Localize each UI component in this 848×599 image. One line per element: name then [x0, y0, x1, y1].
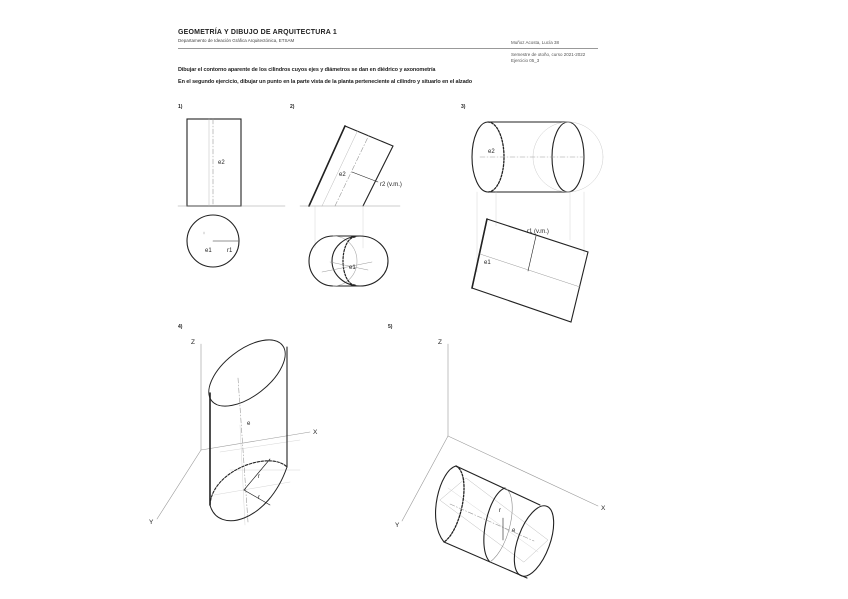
ex4-axis-y-label: Y	[149, 519, 154, 526]
exercise-1	[178, 104, 285, 267]
ex2-construction-line	[322, 130, 358, 206]
exercise-3-number: 3)	[461, 104, 466, 110]
ex2-plan-hidden-arc	[343, 237, 355, 285]
ex2-radius-line	[352, 172, 378, 182]
ex5-construction-plane	[440, 478, 548, 562]
ex5-top-contour	[456, 466, 540, 505]
exercise-5	[388, 324, 606, 581]
ex4-radius-top	[244, 459, 270, 490]
ex2-elevation-outline	[309, 126, 393, 206]
ex4-axis-x-label: X	[313, 429, 318, 436]
ex4-label-r-bottom: r	[258, 495, 260, 501]
ex2-plan-left-ellipse-hidden	[333, 236, 357, 286]
ex5-y-axis	[402, 436, 448, 521]
exercise-4	[149, 324, 318, 526]
ex2-axis-e2	[335, 135, 369, 206]
ex4-bottom-ellipse-hidden	[210, 461, 287, 505]
ex2-contour-left	[309, 126, 345, 206]
ex5-middle-ellipse-visible	[484, 488, 505, 562]
ex5-axis-e	[450, 504, 534, 541]
ex5-label-e: e	[512, 528, 516, 534]
ex5-axis-x-label: X	[601, 505, 606, 512]
ex4-label-e: e	[247, 421, 251, 427]
ex1-elevation-outline	[187, 119, 241, 206]
ex5-axis-z-label: Z	[438, 339, 442, 346]
ex2-plan-right-ellipse	[332, 236, 388, 286]
ex2-plan-left-arc	[309, 236, 333, 286]
exercise-id: Ejercicio 05_3	[511, 58, 540, 63]
ex3-label-e2: e2	[488, 149, 495, 155]
ex4-radius-bottom	[244, 490, 270, 505]
instruction-line-2: En el segundo ejercicio, dibujar un punto en la parte vista de la planta perteneciente al cilindro y situarlo en el alzado	[178, 79, 473, 85]
ex1-label-r1: r1	[227, 248, 233, 254]
department-name: Departamento de Ideación Gráfica Arquitectónica, ETSAM	[178, 38, 295, 43]
ex3-radius-line	[528, 236, 536, 271]
exercise-1-number: 1)	[178, 104, 183, 110]
ex1-label-e1: e1	[205, 248, 212, 254]
exercise-2	[290, 104, 402, 286]
ex4-top-ellipse	[197, 327, 296, 419]
exercise-4-number: 4)	[178, 324, 183, 330]
ex2-plan-construction	[322, 262, 372, 272]
exercise-2-number: 2)	[290, 104, 295, 110]
ex2-label-e1: e1	[349, 265, 356, 271]
ex2-label-e2: e2	[339, 172, 346, 178]
ex4-axis-e	[238, 378, 248, 522]
exercise-5-number: 5)	[388, 324, 393, 330]
ex5-axis-y-label: Y	[395, 522, 400, 529]
author-name: Muñoz Acosta, Lucía 38	[511, 40, 560, 45]
ex3-plan-left-edge	[472, 219, 487, 288]
ex5-label-r: r	[499, 508, 501, 514]
semester-label: Semestre de otoño, curso 2021-2022	[511, 52, 586, 57]
ex5-left-ellipse-hidden	[444, 466, 464, 542]
sheet-title: GEOMETRÍA Y DIBUJO DE ARQUITECTURA 1	[178, 29, 338, 36]
ex1-label-e2: e2	[218, 160, 225, 166]
ex2-label-r2: r2 (v.m.)	[380, 182, 402, 188]
ex3-label-e1: e1	[484, 260, 491, 266]
ex5-x-axis	[448, 436, 598, 506]
ex3-plan-axis	[480, 254, 580, 287]
instruction-line-1: Dibujar el contorno aparente de los cilindros cuyos ejes y diámetros se dan en diédrico y axonometría	[178, 67, 436, 73]
exercise-3	[461, 104, 603, 322]
ex4-axis-z-label: Z	[191, 339, 195, 346]
ex4-label-r-top: r	[258, 474, 260, 480]
ex4-y-axis	[157, 450, 201, 519]
ex3-label-r1: r1 (v.m.)	[527, 229, 549, 235]
